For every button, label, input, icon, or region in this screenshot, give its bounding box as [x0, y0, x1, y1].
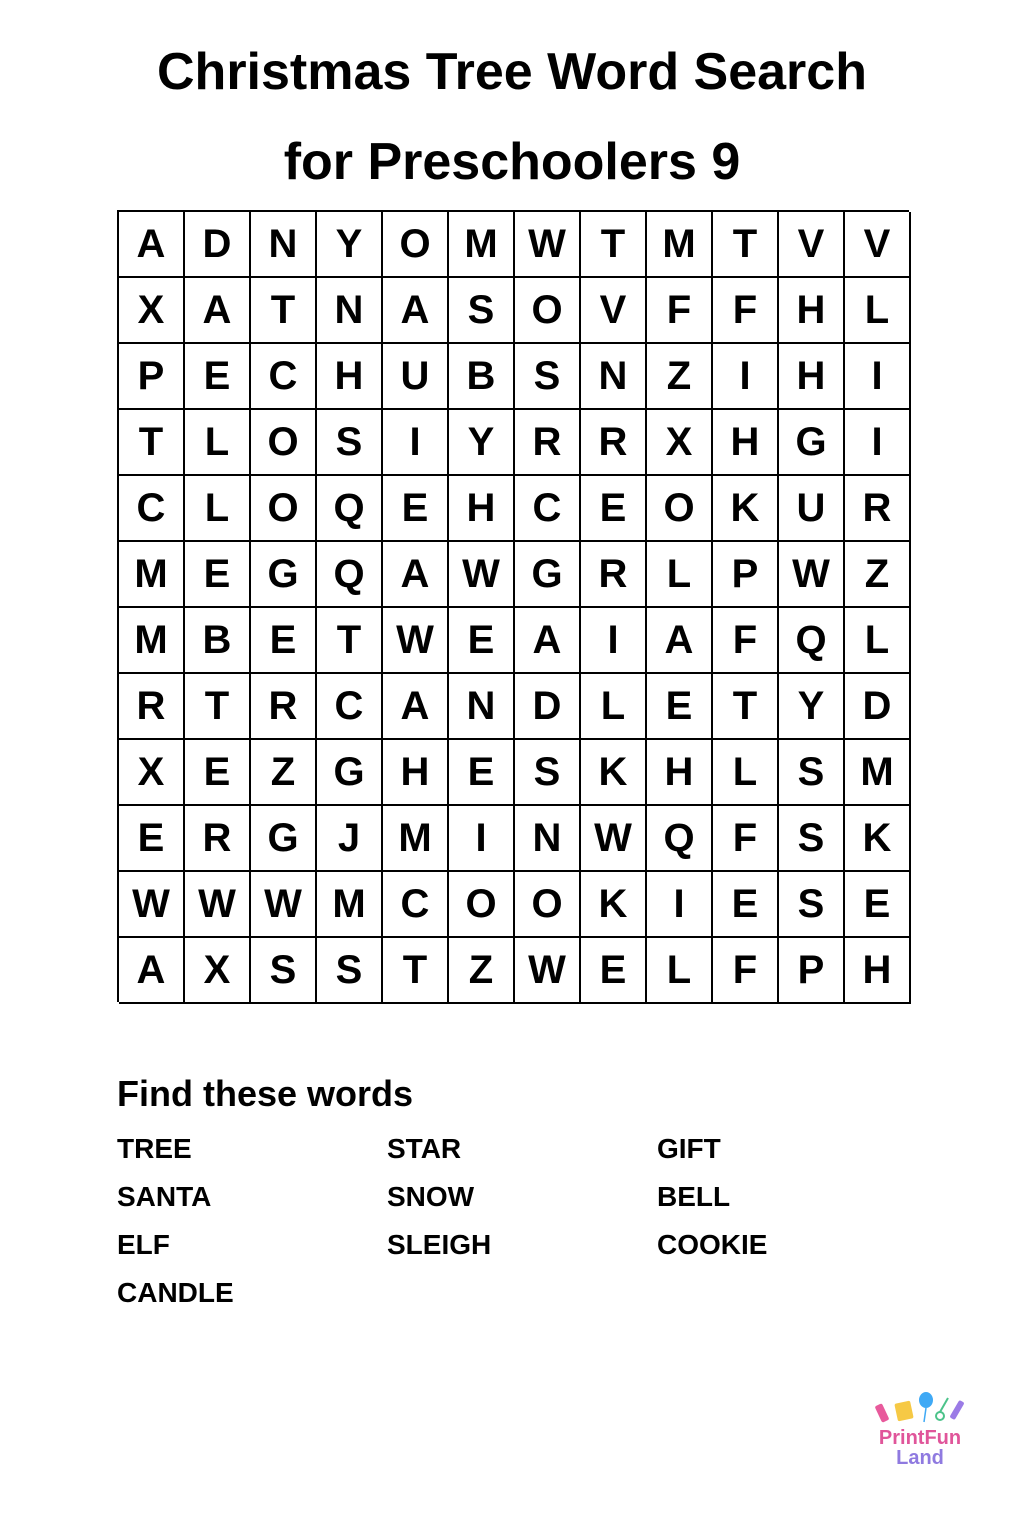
grid-cell: X	[647, 410, 713, 476]
grid-cell: W	[383, 608, 449, 674]
grid-cell: X	[119, 278, 185, 344]
grid-cell: L	[845, 278, 911, 344]
grid-cell: S	[779, 806, 845, 872]
grid-cell: E	[449, 608, 515, 674]
grid-cell: J	[317, 806, 383, 872]
grid-cell: M	[449, 212, 515, 278]
grid-cell: W	[449, 542, 515, 608]
grid-cell: I	[383, 410, 449, 476]
grid-cell: Y	[317, 212, 383, 278]
grid-cell: B	[449, 344, 515, 410]
grid-cell: C	[119, 476, 185, 542]
grid-cell: B	[185, 608, 251, 674]
grid-cell: E	[383, 476, 449, 542]
grid-cell: C	[317, 674, 383, 740]
grid-cell: I	[449, 806, 515, 872]
grid-cell: L	[581, 674, 647, 740]
grid-cell: W	[779, 542, 845, 608]
grid-cell: Q	[317, 542, 383, 608]
grid-cell: V	[779, 212, 845, 278]
grid-cell: T	[251, 278, 317, 344]
grid-cell: E	[185, 344, 251, 410]
grid-cell: W	[119, 872, 185, 938]
grid-cell: T	[713, 212, 779, 278]
word-list-item: TREE	[117, 1133, 192, 1164]
grid-cell: I	[845, 410, 911, 476]
grid-cell: N	[317, 278, 383, 344]
logo-paper-shape	[894, 1401, 913, 1422]
grid-cell: C	[383, 872, 449, 938]
grid-cell: Z	[251, 740, 317, 806]
grid-cell: O	[251, 410, 317, 476]
grid-cell: H	[779, 344, 845, 410]
grid-cell: T	[317, 608, 383, 674]
grid-cell: D	[845, 674, 911, 740]
grid-cell: O	[515, 872, 581, 938]
grid-cell: H	[449, 476, 515, 542]
grid-cell: P	[779, 938, 845, 1004]
grid-cell: M	[647, 212, 713, 278]
grid-cell: N	[251, 212, 317, 278]
grid-cell: M	[845, 740, 911, 806]
grid-cell: E	[845, 872, 911, 938]
grid-cell: H	[383, 740, 449, 806]
grid-cell: T	[581, 212, 647, 278]
grid-cell: G	[779, 410, 845, 476]
grid-cell: E	[713, 872, 779, 938]
grid-cell: U	[779, 476, 845, 542]
grid-cell: T	[713, 674, 779, 740]
grid-cell: E	[251, 608, 317, 674]
grid-cell: H	[845, 938, 911, 1004]
word-list-item: GIFT	[657, 1133, 721, 1164]
grid-cell: W	[251, 872, 317, 938]
grid-cell: L	[647, 542, 713, 608]
grid-cell: I	[581, 608, 647, 674]
grid-cell: H	[317, 344, 383, 410]
word-list-item: SANTA	[117, 1181, 212, 1212]
grid-cell: Z	[845, 542, 911, 608]
logo-text-line1: PrintFun	[878, 1427, 962, 1449]
grid-cell: F	[713, 278, 779, 344]
word-list-item: STAR	[387, 1133, 462, 1164]
grid-cell: L	[185, 410, 251, 476]
grid-cell: I	[845, 344, 911, 410]
grid-cell: S	[515, 344, 581, 410]
grid-cell: H	[779, 278, 845, 344]
grid-cell: L	[185, 476, 251, 542]
grid-cell: S	[251, 938, 317, 1004]
grid-cell: M	[317, 872, 383, 938]
grid-cell: S	[449, 278, 515, 344]
grid-cell: P	[713, 542, 779, 608]
grid-cell: D	[185, 212, 251, 278]
grid-cell: S	[317, 938, 383, 1004]
grid-cell: F	[713, 608, 779, 674]
grid-cell: E	[647, 674, 713, 740]
grid-cell: W	[515, 212, 581, 278]
word-list-item: CANDLE	[117, 1277, 234, 1308]
grid-cell: O	[647, 476, 713, 542]
grid-cell: E	[449, 740, 515, 806]
grid-cell: L	[713, 740, 779, 806]
grid-cell: M	[383, 806, 449, 872]
grid-cell: F	[647, 278, 713, 344]
word-list-item: SLEIGH	[387, 1229, 492, 1260]
grid-cell: R	[515, 410, 581, 476]
grid-cell: Y	[779, 674, 845, 740]
grid-cell: I	[713, 344, 779, 410]
grid-cell: Y	[449, 410, 515, 476]
grid-cell: G	[251, 542, 317, 608]
grid-cell: G	[251, 806, 317, 872]
word-list-heading: Find these words	[117, 1073, 414, 1114]
word-list-item: BELL	[657, 1181, 731, 1212]
grid-cell: E	[185, 542, 251, 608]
grid-cell: N	[449, 674, 515, 740]
grid-cell: A	[119, 938, 185, 1004]
grid-cell: F	[713, 938, 779, 1004]
grid-cell: Z	[449, 938, 515, 1004]
grid-cell: U	[383, 344, 449, 410]
grid-cell: O	[449, 872, 515, 938]
logo-art-icon	[870, 1390, 970, 1426]
grid-cell: S	[779, 740, 845, 806]
grid-cell: R	[119, 674, 185, 740]
grid-cell: G	[515, 542, 581, 608]
word-list-item: SNOW	[387, 1181, 475, 1212]
grid-cell: M	[119, 608, 185, 674]
grid-cell: A	[647, 608, 713, 674]
grid-cell: T	[119, 410, 185, 476]
grid-cell: L	[647, 938, 713, 1004]
grid-cell: E	[581, 476, 647, 542]
grid-cell: E	[119, 806, 185, 872]
printfunland-logo	[870, 1390, 970, 1470]
grid-cell: V	[581, 278, 647, 344]
grid-cell: K	[845, 806, 911, 872]
grid-cell: R	[845, 476, 911, 542]
grid-cell: Z	[647, 344, 713, 410]
grid-cell: P	[119, 344, 185, 410]
grid-cell: E	[185, 740, 251, 806]
grid-cell: S	[515, 740, 581, 806]
grid-cell: F	[713, 806, 779, 872]
grid-cell: E	[581, 938, 647, 1004]
grid-cell: W	[581, 806, 647, 872]
grid-cell: M	[119, 542, 185, 608]
grid-cell: S	[779, 872, 845, 938]
grid-cell: N	[581, 344, 647, 410]
grid-cell: I	[647, 872, 713, 938]
grid-cell: R	[581, 542, 647, 608]
grid-cell: C	[251, 344, 317, 410]
grid-cell: V	[845, 212, 911, 278]
grid-cell: A	[515, 608, 581, 674]
grid-cell: O	[515, 278, 581, 344]
grid-cell: R	[251, 674, 317, 740]
grid-cell: O	[251, 476, 317, 542]
word-list-item: COOKIE	[657, 1229, 768, 1260]
grid-cell: K	[581, 740, 647, 806]
grid-cell: O	[383, 212, 449, 278]
grid-cell: N	[515, 806, 581, 872]
grid-cell: H	[647, 740, 713, 806]
grid-cell: G	[317, 740, 383, 806]
logo-crayon-shape	[875, 1403, 890, 1423]
word-search-grid	[117, 210, 909, 1002]
grid-cell: Q	[317, 476, 383, 542]
grid-cell: T	[383, 938, 449, 1004]
logo-pencil-shape	[949, 1400, 964, 1420]
grid-cell: R	[185, 806, 251, 872]
grid-cell: A	[185, 278, 251, 344]
page-title: Christmas Tree Word Search	[157, 43, 867, 101]
logo-text-line2: Land	[896, 1447, 944, 1469]
grid-cell: A	[383, 674, 449, 740]
grid-cell: A	[119, 212, 185, 278]
grid-cell: X	[185, 938, 251, 1004]
grid-cell: L	[845, 608, 911, 674]
grid-cell: H	[713, 410, 779, 476]
grid-cell: C	[515, 476, 581, 542]
logo-balloon-shape	[919, 1392, 933, 1408]
grid-cell: X	[119, 740, 185, 806]
grid-cell: T	[185, 674, 251, 740]
word-list-item: ELF	[117, 1229, 170, 1260]
page-subtitle: for Preschoolers 9	[283, 133, 741, 191]
grid-cell: W	[185, 872, 251, 938]
grid-cell: A	[383, 278, 449, 344]
grid-cell: K	[581, 872, 647, 938]
grid-cell: K	[713, 476, 779, 542]
grid-cell: Q	[779, 608, 845, 674]
grid-cell: W	[515, 938, 581, 1004]
grid-cell: S	[317, 410, 383, 476]
grid-cell: Q	[647, 806, 713, 872]
grid-cell: A	[383, 542, 449, 608]
grid-cell: D	[515, 674, 581, 740]
grid-cell: R	[581, 410, 647, 476]
